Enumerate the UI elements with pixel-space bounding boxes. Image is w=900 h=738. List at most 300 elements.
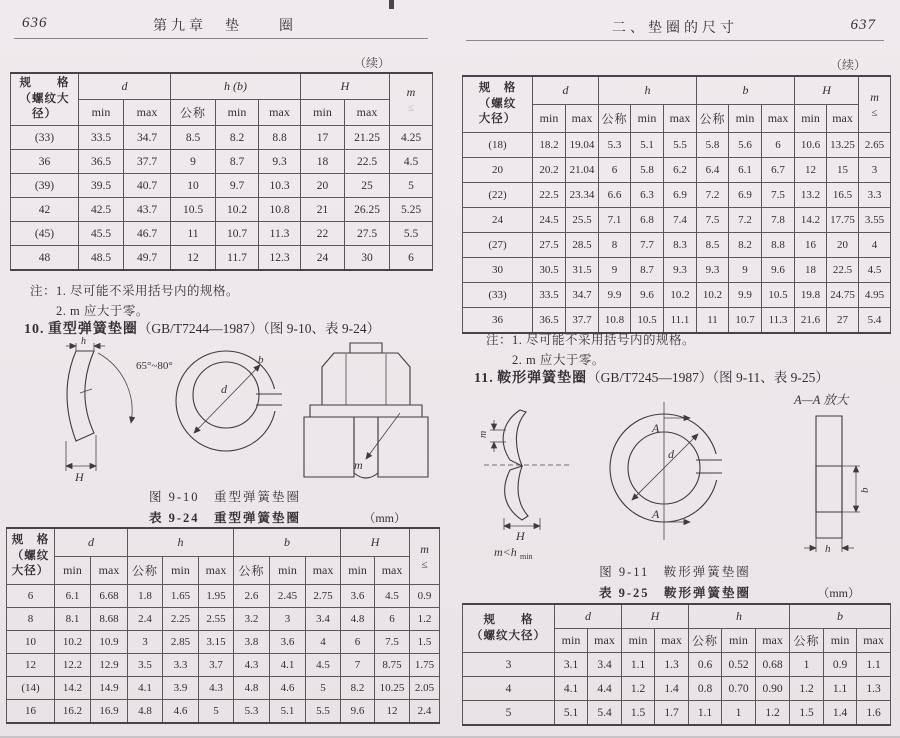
value-cell: 9.7 bbox=[216, 174, 259, 198]
value-cell: 4.8 bbox=[234, 677, 270, 700]
value-cell: 1.2 bbox=[410, 608, 440, 631]
value-cell: 11 bbox=[171, 222, 216, 246]
dim-label-m: m bbox=[478, 430, 489, 438]
unit-label: （mm） bbox=[817, 586, 860, 600]
subheader-nominal: 公称 bbox=[171, 100, 216, 126]
heavy-spring-table bbox=[6, 527, 440, 724]
table-row bbox=[11, 246, 433, 271]
spec-cell: (45) bbox=[11, 222, 79, 246]
table-row bbox=[463, 283, 891, 308]
value-cell: 37.7 bbox=[566, 308, 599, 334]
value-cell: 34.7 bbox=[566, 283, 599, 308]
value-cell: 21.25 bbox=[345, 126, 390, 150]
value-cell: 2.4 bbox=[128, 608, 163, 631]
spec-cell: 8 bbox=[7, 608, 55, 631]
continued-label: （续） bbox=[353, 56, 390, 70]
value-cell: 1.5 bbox=[622, 701, 655, 726]
dim-label-h: h bbox=[825, 543, 831, 555]
value-cell: 0.52 bbox=[722, 653, 756, 677]
value-cell: 2.75 bbox=[306, 585, 341, 608]
value-cell: 10.5 bbox=[171, 198, 216, 222]
col-group-h: h bbox=[128, 528, 234, 557]
value-cell: 30 bbox=[345, 246, 390, 271]
value-cell: 1.1 bbox=[824, 677, 857, 701]
value-cell: 21.6 bbox=[795, 308, 827, 334]
value-cell: 0.9 bbox=[824, 653, 857, 677]
value-cell: 16.5 bbox=[827, 183, 859, 208]
col-group-d: d bbox=[55, 528, 128, 557]
value-cell: 34.7 bbox=[124, 126, 171, 150]
col-group-h: h bbox=[689, 604, 790, 629]
value-cell: 2.55 bbox=[199, 608, 234, 631]
value-cell: 3.3 bbox=[859, 183, 891, 208]
value-cell: 0.90 bbox=[756, 677, 790, 701]
value-cell: 6.68 bbox=[91, 585, 128, 608]
spec-cell: 6 bbox=[7, 585, 55, 608]
value-cell: 8.68 bbox=[91, 608, 128, 631]
subheader-min: min bbox=[622, 629, 655, 653]
value-cell: 8.8 bbox=[762, 233, 795, 258]
spec-cell: 36 bbox=[463, 308, 533, 334]
value-cell: 2.65 bbox=[859, 133, 891, 158]
header-rule bbox=[14, 38, 428, 39]
spec-header-line2: （螺纹 bbox=[11, 549, 50, 562]
value-cell: 3 bbox=[270, 608, 306, 631]
value-cell: 24 bbox=[301, 246, 345, 271]
value-cell: 8.2 bbox=[729, 233, 762, 258]
value-cell: 3.2 bbox=[234, 608, 270, 631]
value-cell: 8 bbox=[599, 233, 631, 258]
saddle-top-lobe bbox=[503, 410, 526, 466]
value-cell: 11.7 bbox=[216, 246, 259, 271]
value-cell: 1.8 bbox=[128, 585, 163, 608]
value-cell: 27.5 bbox=[533, 233, 566, 258]
value-cell: 11.3 bbox=[762, 308, 795, 334]
value-cell: 10.25 bbox=[375, 677, 410, 700]
value-cell: 3.15 bbox=[199, 631, 234, 654]
value-cell: 49.7 bbox=[124, 246, 171, 271]
value-cell: 20 bbox=[827, 233, 859, 258]
value-cell: 1.2 bbox=[622, 677, 655, 701]
value-cell: 1.65 bbox=[163, 585, 199, 608]
subheader-min: min bbox=[163, 557, 199, 585]
value-cell: 1.5 bbox=[790, 701, 824, 726]
value-cell: 48.5 bbox=[79, 246, 124, 271]
value-cell: 7.2 bbox=[697, 183, 729, 208]
spec-cell: (27) bbox=[463, 233, 533, 258]
value-cell: 7.5 bbox=[375, 631, 410, 654]
table-title: 鞍形弹簧垫圈 bbox=[664, 586, 752, 600]
value-cell: 14.9 bbox=[91, 677, 128, 700]
table-row bbox=[463, 653, 891, 677]
less-equal-sign: ≤ bbox=[871, 107, 878, 119]
value-cell: 12 bbox=[171, 246, 216, 271]
spec-cell: 48 bbox=[11, 246, 79, 271]
table-row bbox=[7, 631, 440, 654]
value-cell: 8.75 bbox=[375, 654, 410, 677]
value-cell: 4.25 bbox=[390, 126, 433, 150]
table-number: 表 9-25 bbox=[598, 586, 650, 600]
angle-label: 65°~80° bbox=[136, 360, 173, 372]
value-cell: 1.75 bbox=[410, 654, 440, 677]
subheader-max: max bbox=[91, 557, 128, 585]
subheader-max: max bbox=[588, 629, 622, 653]
spec-cell: (33) bbox=[11, 126, 79, 150]
value-cell: 4.5 bbox=[375, 585, 410, 608]
value-cell: 8.5 bbox=[171, 126, 216, 150]
col-group-d: d bbox=[79, 73, 171, 100]
value-cell: 1.4 bbox=[824, 701, 857, 726]
value-cell: 24.75 bbox=[827, 283, 859, 308]
value-cell: 0.6 bbox=[689, 653, 722, 677]
washer-side-view bbox=[67, 351, 94, 441]
value-cell: 0.70 bbox=[722, 677, 756, 701]
subheader-min: min bbox=[555, 629, 588, 653]
figure-9-11-caption: 图 9-11 鞍形弹簧垫圈 bbox=[599, 565, 751, 579]
spec-column-header bbox=[463, 76, 533, 133]
value-cell: 36.5 bbox=[79, 150, 124, 174]
value-cell: 5.5 bbox=[664, 133, 697, 158]
value-cell: 8.5 bbox=[697, 233, 729, 258]
value-cell: 3 bbox=[128, 631, 163, 654]
section-title: 鞍形弹簧垫圈 bbox=[497, 371, 588, 386]
value-cell: 5.1 bbox=[270, 700, 306, 724]
value-cell: 9.9 bbox=[599, 283, 631, 308]
value-cell: 5.1 bbox=[555, 701, 588, 726]
section-label-A-bottom: A bbox=[652, 507, 660, 521]
value-cell: 9 bbox=[171, 150, 216, 174]
value-cell: 10.5 bbox=[762, 283, 795, 308]
value-cell: 1 bbox=[722, 701, 756, 726]
spec-header-line1: 规 格 bbox=[11, 534, 50, 547]
col-group-m bbox=[410, 528, 440, 585]
bolt-end bbox=[354, 473, 378, 478]
value-cell: 6.1 bbox=[729, 158, 762, 183]
value-cell: 10.2 bbox=[216, 198, 259, 222]
col-group-m bbox=[859, 76, 891, 133]
subheader-max: max bbox=[827, 105, 859, 133]
subheader-nominal: 公称 bbox=[599, 105, 631, 133]
spec-cell: 12 bbox=[7, 654, 55, 677]
value-cell: 37.7 bbox=[124, 150, 171, 174]
table-row bbox=[7, 585, 440, 608]
value-cell: 13.2 bbox=[795, 183, 827, 208]
spec-cell: (33) bbox=[463, 283, 533, 308]
figure-9-10-caption: 图 9-10 重型弹簧垫圈 bbox=[148, 490, 302, 504]
value-cell: 39.5 bbox=[79, 174, 124, 198]
value-cell: 10.2 bbox=[697, 283, 729, 308]
value-cell: 5.1 bbox=[631, 133, 664, 158]
value-cell: 1.4 bbox=[655, 677, 689, 701]
section-reference: （GB/T7244—1987）（图 9-10、表 9-24） bbox=[137, 321, 381, 336]
value-cell: 3.6 bbox=[341, 585, 375, 608]
value-cell: 0.9 bbox=[410, 585, 440, 608]
value-cell: 45.5 bbox=[79, 222, 124, 246]
dim-label-H: H bbox=[75, 470, 84, 483]
heavy-spring-cont-table bbox=[462, 75, 891, 334]
spec-cell: 42 bbox=[11, 198, 79, 222]
col-group-d: d bbox=[555, 604, 622, 629]
table-row bbox=[463, 183, 891, 208]
washer-ring-outer bbox=[176, 351, 276, 451]
value-cell: 7.5 bbox=[762, 183, 795, 208]
subheader-max: max bbox=[857, 629, 891, 653]
value-cell: 5 bbox=[199, 700, 234, 724]
value-cell: 3.1 bbox=[555, 653, 588, 677]
value-cell: 4.1 bbox=[555, 677, 588, 701]
spec-cell: 10 bbox=[7, 631, 55, 654]
value-cell: 1.6 bbox=[857, 701, 891, 726]
subheader-max: max bbox=[756, 629, 790, 653]
table-row bbox=[11, 198, 433, 222]
spec-column-header bbox=[463, 604, 555, 653]
section-bar bbox=[816, 416, 842, 538]
value-cell: 30.5 bbox=[533, 258, 566, 283]
value-cell: 25 bbox=[345, 174, 390, 198]
value-cell: 0.68 bbox=[756, 653, 790, 677]
value-cell: 25.5 bbox=[566, 208, 599, 233]
subheader-max: max bbox=[345, 100, 390, 126]
value-cell: 2.25 bbox=[163, 608, 199, 631]
value-cell: 5 bbox=[306, 677, 341, 700]
value-cell: 12.3 bbox=[259, 246, 301, 271]
value-cell: 3.4 bbox=[588, 653, 622, 677]
value-cell: 3.55 bbox=[859, 208, 891, 233]
col-group-m bbox=[390, 73, 433, 126]
value-cell: 4.6 bbox=[163, 700, 199, 724]
value-cell: 6.9 bbox=[664, 183, 697, 208]
col-group-H: H bbox=[341, 528, 410, 557]
spec-cell: (39) bbox=[11, 174, 79, 198]
subheader-max: max bbox=[124, 100, 171, 126]
value-cell: 2.05 bbox=[410, 677, 440, 700]
section-reference: （GB/T7245—1987）（图 9-11、表 9-25） bbox=[587, 370, 829, 385]
m-label: m bbox=[406, 85, 416, 99]
subheader-min: min bbox=[795, 105, 827, 133]
spec-header-line3: 大径） bbox=[11, 565, 50, 578]
subheader-max: max bbox=[664, 105, 697, 133]
table-row bbox=[7, 608, 440, 631]
value-cell: 9.9 bbox=[729, 283, 762, 308]
value-cell: 20.2 bbox=[533, 158, 566, 183]
value-cell: 4.6 bbox=[270, 677, 306, 700]
value-cell: 12.9 bbox=[91, 654, 128, 677]
value-cell: 6.8 bbox=[631, 208, 664, 233]
value-cell: 9.6 bbox=[762, 258, 795, 283]
col-group-b: b bbox=[234, 528, 341, 557]
m-label: m bbox=[420, 542, 429, 556]
value-cell: 33.5 bbox=[79, 126, 124, 150]
section-11-heading bbox=[474, 366, 829, 387]
col-group-H: H bbox=[301, 73, 390, 100]
constraint-subscript: min bbox=[520, 552, 533, 560]
value-cell: 10.9 bbox=[91, 631, 128, 654]
value-cell: 4.95 bbox=[859, 283, 891, 308]
m-label: m bbox=[870, 90, 879, 104]
value-cell: 16 bbox=[795, 233, 827, 258]
value-cell: 8.1 bbox=[55, 608, 91, 631]
subheader-nominal: 公称 bbox=[697, 105, 729, 133]
subheader-nominal: 公称 bbox=[234, 557, 270, 585]
value-cell: 17 bbox=[301, 126, 345, 150]
value-cell: 21 bbox=[301, 198, 345, 222]
value-cell: 7.4 bbox=[664, 208, 697, 233]
spring-washer-cont-table bbox=[10, 72, 433, 271]
value-cell: 1.95 bbox=[199, 585, 234, 608]
table-row bbox=[11, 126, 433, 150]
value-cell: 0.8 bbox=[689, 677, 722, 701]
value-cell: 12.2 bbox=[55, 654, 91, 677]
value-cell: 5.3 bbox=[599, 133, 631, 158]
value-cell: 5.25 bbox=[390, 198, 433, 222]
value-cell: 5.5 bbox=[306, 700, 341, 724]
value-cell: 3.4 bbox=[306, 608, 341, 631]
value-cell: 18 bbox=[301, 150, 345, 174]
subheader-nominal: 公称 bbox=[128, 557, 163, 585]
section-title: 重型弹簧垫圈 bbox=[47, 322, 138, 337]
subheader-min: min bbox=[79, 100, 124, 126]
value-cell: 4.8 bbox=[128, 700, 163, 724]
value-cell: 6.9 bbox=[729, 183, 762, 208]
value-cell: 8.2 bbox=[341, 677, 375, 700]
value-cell: 22.5 bbox=[345, 150, 390, 174]
value-cell: 7 bbox=[341, 654, 375, 677]
value-cell: 5.8 bbox=[697, 133, 729, 158]
value-cell: 46.7 bbox=[124, 222, 171, 246]
value-cell: 9.3 bbox=[697, 258, 729, 283]
value-cell: 18.2 bbox=[533, 133, 566, 158]
value-cell: 6.4 bbox=[697, 158, 729, 183]
ground-hatch-left bbox=[304, 417, 354, 477]
value-cell: 4.5 bbox=[390, 150, 433, 174]
value-cell: 1.7 bbox=[655, 701, 689, 726]
figure-9-10 bbox=[36, 337, 434, 483]
value-cell: 43.7 bbox=[124, 198, 171, 222]
value-cell: 10.3 bbox=[259, 174, 301, 198]
table-row bbox=[11, 150, 433, 174]
value-cell: 2.4 bbox=[410, 700, 440, 724]
subheader-min: min bbox=[729, 105, 762, 133]
section-page-title: 二、垫圈的尺寸 bbox=[612, 21, 738, 36]
value-cell: 4 bbox=[859, 233, 891, 258]
value-cell: 3.3 bbox=[163, 654, 199, 677]
value-cell: 3.8 bbox=[234, 631, 270, 654]
value-cell: 9.6 bbox=[631, 283, 664, 308]
value-cell: 12 bbox=[375, 700, 410, 724]
spec-header-line1: 规 格 bbox=[478, 82, 517, 95]
value-cell: 4.5 bbox=[859, 258, 891, 283]
left-page-header bbox=[0, 15, 450, 35]
table-row bbox=[463, 233, 891, 258]
spec-cell: (14) bbox=[7, 677, 55, 700]
note-line-1: 注：1. 尽可能不采用括号内的规格。 bbox=[486, 333, 696, 347]
section-number: 10. bbox=[24, 322, 45, 337]
value-cell: 36.5 bbox=[533, 308, 566, 334]
value-cell: 10.2 bbox=[664, 283, 697, 308]
value-cell: 6.3 bbox=[631, 183, 664, 208]
spec-header-line2: （螺纹大径） bbox=[471, 629, 546, 642]
value-cell: 6.7 bbox=[762, 158, 795, 183]
right-page-header bbox=[450, 17, 900, 37]
value-cell: 8.2 bbox=[216, 126, 259, 150]
spec-column-header bbox=[7, 528, 55, 585]
value-cell: 5.4 bbox=[859, 308, 891, 334]
unit-label: （mm） bbox=[363, 511, 406, 525]
washer-section bbox=[310, 405, 422, 417]
col-group-d: d bbox=[533, 76, 599, 105]
right-page bbox=[450, 0, 900, 738]
table-number: 表 9-24 bbox=[148, 511, 200, 525]
spec-cell: 4 bbox=[463, 677, 555, 701]
table-row bbox=[463, 158, 891, 183]
value-cell: 5 bbox=[390, 174, 433, 198]
table-title: 重型弹簧垫圈 bbox=[214, 511, 302, 525]
constraint-label: m<h bbox=[494, 545, 517, 559]
saddle-bottom-lobe bbox=[505, 466, 528, 520]
value-cell: 10.8 bbox=[599, 308, 631, 334]
saddle-spring-table bbox=[462, 603, 891, 726]
value-cell: 4.1 bbox=[128, 677, 163, 700]
value-cell: 14.2 bbox=[795, 208, 827, 233]
angle-arc bbox=[98, 353, 132, 423]
spec-cell: (22) bbox=[463, 183, 533, 208]
table-row bbox=[463, 208, 891, 233]
value-cell: 10.7 bbox=[216, 222, 259, 246]
subheader-max: max bbox=[762, 105, 795, 133]
value-cell: 4.5 bbox=[306, 654, 341, 677]
table-row bbox=[463, 133, 891, 158]
value-cell: 10.2 bbox=[55, 631, 91, 654]
value-cell: 6.6 bbox=[599, 183, 631, 208]
subheader-min: min bbox=[631, 105, 664, 133]
subheader-nominal: 公称 bbox=[689, 629, 722, 653]
value-cell: 11 bbox=[697, 308, 729, 334]
value-cell: 9 bbox=[729, 258, 762, 283]
value-cell: 13.25 bbox=[827, 133, 859, 158]
value-cell: 6 bbox=[599, 158, 631, 183]
value-cell: 6 bbox=[762, 133, 795, 158]
page-number: 637 bbox=[850, 17, 876, 33]
table-row bbox=[7, 677, 440, 700]
value-cell: 8.3 bbox=[664, 233, 697, 258]
dim-label-d: d bbox=[221, 382, 227, 396]
value-cell: 22.5 bbox=[533, 183, 566, 208]
spec-header-line3: 大径） bbox=[478, 113, 517, 126]
less-equal-sign: ≤ bbox=[421, 559, 428, 571]
spec-header-line2: （螺纹大径） bbox=[19, 92, 70, 121]
section-hatch bbox=[816, 466, 842, 512]
value-cell: 8.8 bbox=[259, 126, 301, 150]
page-number: 636 bbox=[22, 15, 48, 31]
value-cell: 22.5 bbox=[827, 258, 859, 283]
dim-label-h: h bbox=[81, 337, 86, 347]
value-cell: 7.2 bbox=[729, 208, 762, 233]
value-cell: 8.7 bbox=[216, 150, 259, 174]
dim-label-b: b bbox=[258, 354, 264, 366]
value-cell: 6 bbox=[375, 608, 410, 631]
value-cell: 40.7 bbox=[124, 174, 171, 198]
value-cell: 10.6 bbox=[795, 133, 827, 158]
value-cell: 27.5 bbox=[345, 222, 390, 246]
subheader-min: min bbox=[533, 105, 566, 133]
spec-header-line1: 规 格 bbox=[483, 613, 534, 626]
value-cell: 4.4 bbox=[588, 677, 622, 701]
subheader-nominal: 公称 bbox=[790, 629, 824, 653]
value-cell: 27 bbox=[827, 308, 859, 334]
bolt-stub bbox=[350, 343, 382, 353]
table-row bbox=[463, 258, 891, 283]
value-cell: 2.85 bbox=[163, 631, 199, 654]
